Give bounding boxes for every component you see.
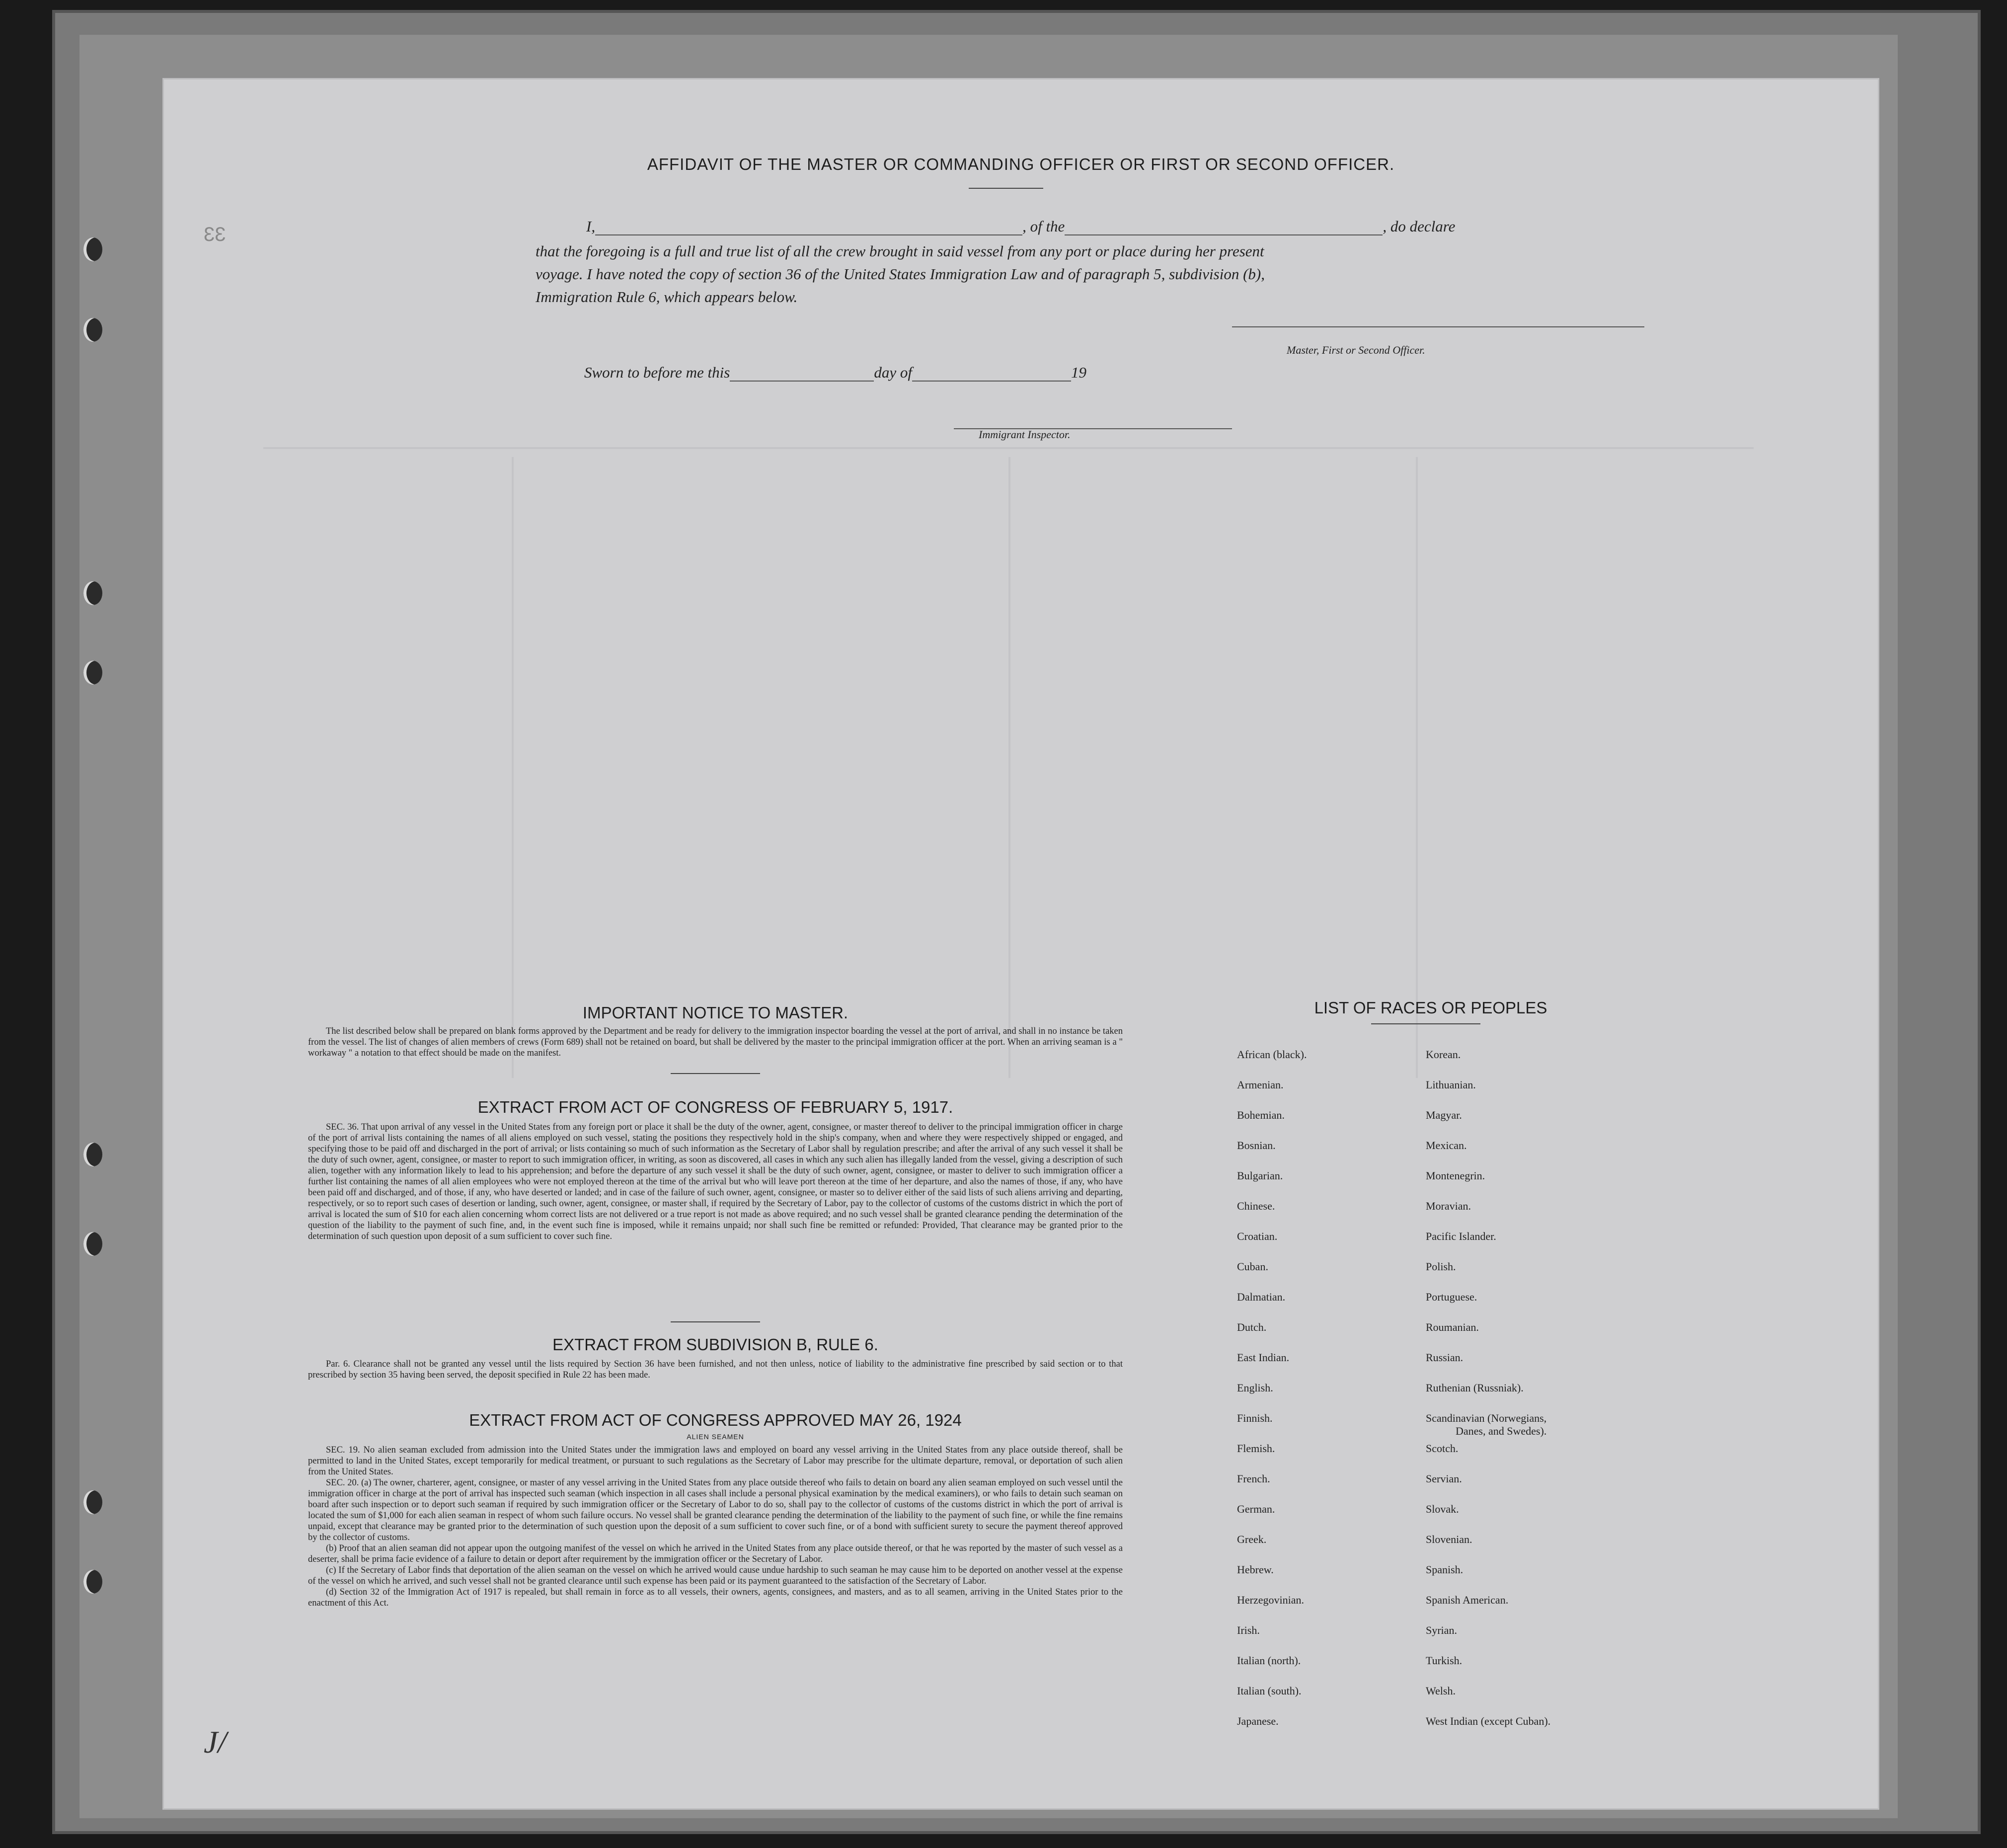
act-1924-body [308, 1445, 1123, 1609]
binder-hole [83, 318, 102, 342]
race-item: African (black). [1237, 1048, 1307, 1061]
binder-hole [83, 1143, 102, 1166]
races-right-column [1426, 1048, 1734, 1773]
act-1917-text: SEC. 36. That upon arrival of any vessel in the United States from any foreign port or place it shall be the duty of the owner, agent, consignee, or master thereof to deliver to the principal immigration officer in charge of the port of arrival lists containing the names of all aliens employed on such vessel, stating the positions they respectively hold in the ship's company, when and where they were respectively shipped or engaged, and specifying those to be paid off and discharged in the port of arrival; or lists containing so much of such information as the Secretary of Labor shall by regulation prescribe; and after the arrival of any such vessel it shall be the duty of such owner, agent, consignee, or master to report to such immigration officer, in writing, as soon as discovered, all cases in which any such alien has illegally landed from the vessel, giving a description of such alien, together with any information likely to lead to his apprehension; and before the departure of any such vessel it shall be the duty of such owner, agent, consignee, or master to deliver to such immigration officer a further list containing the names of all alien employees who were not employed thereon at the time of the arrival but who will leave port thereon at the time of her departure, and also the names of those, if any, who have been paid off and discharged, and of those, if any, who have deserted or landed; and in case of the failure of such owner, agent, consignee, or master so to deliver either of the said lists of such aliens arriving and departing, respectively, or so to report such cases of desertion or landing, such owner, agent, consignee, or master shall, if required by the Secretary of Labor, pay to the collector of customs of the customs district in which the port of arrival is located the sum of $10 for each alien concerning whom correct lists are not delivered or a true report is not made as above required; and no such vessel shall be granted clearance pending the determination of the question of the liability to the payment of such fine, and, in the event such fine is imposed, while it remains unpaid; nor shall such fine be remitted or refunded: Provided, That clearance may be granted prior to the determination of such question upon deposit of a sum sufficient to cover such fine. [308, 1122, 1123, 1241]
vessel-blank[interactable] [1065, 234, 1383, 235]
race-item: Slovenian. [1426, 1533, 1472, 1545]
bleed-through-line [512, 457, 514, 1078]
race-item: Dutch. [1237, 1321, 1267, 1333]
declaration-of-the: , of the [1022, 218, 1065, 235]
race-item: Russian. [1426, 1351, 1464, 1364]
race-item: West Indian (except Cuban). [1426, 1715, 1551, 1727]
race-item: Danes, and Swedes). [1456, 1425, 1547, 1437]
race-item: Turkish. [1426, 1654, 1463, 1667]
race-item: Dalmatian. [1237, 1291, 1286, 1303]
race-item: Korean. [1426, 1048, 1461, 1061]
race-item: Scotch. [1426, 1442, 1459, 1455]
sworn-day-blank[interactable] [730, 381, 874, 382]
race-item: Japanese. [1237, 1715, 1279, 1727]
race-item: Lithuanian. [1426, 1078, 1476, 1091]
binder-hole [83, 661, 102, 685]
rule-6-text: Par. 6. Clearance shall not be granted any vessel until the lists required by Section 36 have been furnished, and not then unless, notice of liability to the administrative fine prescribed by said section or to that prescribed by section 35 having been served, the deposit specified in Rule 22 has been made. [308, 1359, 1123, 1380]
act-1924-sec-20b: (b) Proof that an alien seaman did not appear upon the outgoing manifest of the vessel on which he arrived in the United States from any place outside thereof, or that he was reported by the master of such vessel as a deserter, shall be prima facie evidence of a failure to detain or deport after requirement by the immigration officer or the Secretary of Labor. [308, 1543, 1123, 1564]
race-item: Spanish American. [1426, 1594, 1509, 1606]
race-item: Cuban. [1237, 1260, 1268, 1273]
race-item: Ruthenian (Russniak). [1426, 1382, 1524, 1394]
races-heading: LIST OF RACES OR PEOPLES [1314, 999, 1547, 1017]
race-item: Syrian. [1426, 1624, 1457, 1636]
notice-heading: IMPORTANT NOTICE TO MASTER. [582, 1003, 849, 1022]
binder-hole [83, 1570, 102, 1594]
race-item: Portuguese. [1426, 1291, 1477, 1303]
race-item: Servian. [1426, 1472, 1462, 1485]
sworn-month-blank[interactable] [912, 381, 1071, 382]
race-item: Bohemian. [1237, 1109, 1285, 1121]
binder-hole [83, 1232, 102, 1256]
act-1924-heading: EXTRACT FROM ACT OF CONGRESS APPROVED MAY 26, 1924 [469, 1411, 962, 1429]
year-text: 19 [1071, 364, 1086, 381]
divider [1371, 1023, 1480, 1024]
sworn-text: Sworn to before me this [584, 364, 730, 381]
race-item: Scandinavian (Norwegians, [1426, 1412, 1547, 1424]
act-1917-body [308, 1122, 1123, 1242]
race-item: Bulgarian. [1237, 1169, 1283, 1182]
race-item: Croatian. [1237, 1230, 1278, 1242]
act-1917-heading: EXTRACT FROM ACT OF CONGRESS OF FEBRUARY 5, 1917. [477, 1098, 953, 1116]
race-item: East Indian. [1237, 1351, 1290, 1364]
race-item: English. [1237, 1382, 1273, 1394]
race-item: Polish. [1426, 1260, 1456, 1273]
race-item: Moravian. [1426, 1200, 1471, 1212]
race-item: French. [1237, 1472, 1270, 1485]
race-item: German. [1237, 1503, 1275, 1515]
bleed-through-line [1008, 457, 1010, 1078]
race-item: Italian (north). [1237, 1654, 1301, 1667]
race-item: Spanish. [1426, 1563, 1464, 1576]
notice-text: The list described below shall be prepared on blank forms approved by the Department and be ready for delivery to the immigration inspector boarding the vessel at the port of arrival, and shall in no instance be taken from the vessel. The list of changes of alien members of crews (Form 689) shall not be retained on board, but shall be delivered by the master to the principal immigration officer at the port. When an arriving seaman is a " workaway " a notation to that effect should be made on the manifest. [308, 1026, 1123, 1058]
act-1924-sec-20d: (d) Section 32 of the Immigration Act of 1917 is repealed, but shall remain in force as to all vessels, their owners, agents, consignees, and masters, and as to all seamen, arriving in the United States prior to the enactment of this Act. [308, 1587, 1123, 1608]
race-item: Hebrew. [1237, 1563, 1274, 1576]
bleed-through-line [1416, 457, 1418, 1078]
master-label: Master, First or Second Officer. [1287, 344, 1425, 356]
divider [671, 1321, 760, 1322]
race-item: Italian (south). [1237, 1685, 1302, 1697]
race-item: Welsh. [1426, 1685, 1456, 1697]
act-1924-sec-20c: (c) If the Secretary of Labor finds that deportation of the alien seaman on the vessel on which he arrived would cause undue hardship to such seaman he may cause him to be deported on another vessel at the expense of the vessel on which he arrived, and such vessel shall not be granted clearance until such expense has been paid or its payment guaranteed to the satisfaction of the Secretary of Labor. [308, 1565, 1123, 1586]
manifest-page [164, 79, 1878, 1808]
day-of-text: day of [874, 364, 912, 381]
bleed-through-line [263, 447, 1754, 449]
margin-number: 33 [204, 224, 226, 245]
statement-line-2: voyage. I have noted the copy of section 36 of the United States Immigration Law and of paragraph 5, subdivision (b), [536, 265, 1265, 283]
affidavit-heading: AFFIDAVIT OF THE MASTER OR COMMANDING OFFICER OR FIRST OR SECOND OFFICER. [647, 155, 1395, 173]
race-item: Chinese. [1237, 1200, 1275, 1212]
race-item: Mexican. [1426, 1139, 1467, 1152]
race-item: Slovak. [1426, 1503, 1459, 1515]
race-item: Montenegrin. [1426, 1169, 1485, 1182]
races-left-column [1237, 1048, 1426, 1773]
rule-6-heading: EXTRACT FROM SUBDIVISION B, RULE 6. [552, 1335, 878, 1354]
divider [969, 188, 1043, 189]
race-item: Roumanian. [1426, 1321, 1479, 1333]
statement-line-3: Immigration Rule 6, which appears below. [536, 288, 798, 306]
binder-hole [83, 237, 102, 261]
race-item: Greek. [1237, 1533, 1267, 1545]
race-item: Finnish. [1237, 1412, 1273, 1424]
inspector-label: Immigrant Inspector. [979, 428, 1071, 441]
master-signature-blank[interactable] [1232, 325, 1644, 327]
act-1924-sec-19: SEC. 19. No alien seaman excluded from admission into the United States under the immigration laws and employed on board any vessel arriving in the United States from any place outside thereof, shall be permitted to land in the United States, except temporarily for medical treatment, or pursuant to such regulations as the Secretary of Labor may prescribe for the ultimate departure, removal, or deportation of such alien from the United States. [308, 1445, 1123, 1477]
race-item: Armenian. [1237, 1078, 1284, 1091]
race-item: Irish. [1237, 1624, 1260, 1636]
binder-hole [83, 581, 102, 605]
race-item: Magyar. [1426, 1109, 1462, 1121]
race-item: Flemish. [1237, 1442, 1275, 1455]
act-1924-subheading: ALIEN SEAMEN [687, 1433, 744, 1441]
race-item: Bosnian. [1237, 1139, 1276, 1152]
declaration-line [586, 218, 1455, 235]
sworn-line [584, 364, 1086, 382]
name-blank[interactable] [595, 234, 1022, 235]
divider [671, 1073, 760, 1074]
declaration-do-declare: , do declare [1383, 218, 1456, 235]
race-item: Pacific Islander. [1426, 1230, 1496, 1242]
binder-hole [83, 1490, 102, 1514]
notice-body [308, 1026, 1123, 1059]
rule-6-body [308, 1359, 1123, 1381]
race-item: Herzegovinian. [1237, 1594, 1304, 1606]
declaration-i: I, [586, 218, 596, 235]
act-1924-sec-20a: SEC. 20. (a) The owner, charterer, agent, consignee, or master of any vessel arriving in the United States from any place outside thereof who fails to detain on board any alien seaman employed on such vessel until the immigration officer in charge at the port of arrival has inspected such seaman (which inspection in all cases shall include a personal physical examination by the medical examiners), or who fails to detain such seaman on board after such inspection or to deport such seaman if required by such immigration officer or the Secretary of Labor to do so, shall pay to the collector of customs of the customs district in which the port of arrival is located the sum of $1,000 for each alien seaman in respect of whom such failure occurs. No vessel shall be granted clearance pending the determination of the liability to the payment of such fine, or while the fine remains unpaid, except that clearance may be granted prior to the determination of such question upon the deposit of a sum sufficient to cover such fine, or of a bond with sufficient surety to secure the payment thereof approved by the collector of customs. [308, 1478, 1123, 1542]
handwritten-scrawl: J/ [204, 1724, 227, 1760]
statement-line-1: that the foregoing is a full and true list of all the crew brought in said vessel from any port or place during her present [536, 242, 1264, 260]
